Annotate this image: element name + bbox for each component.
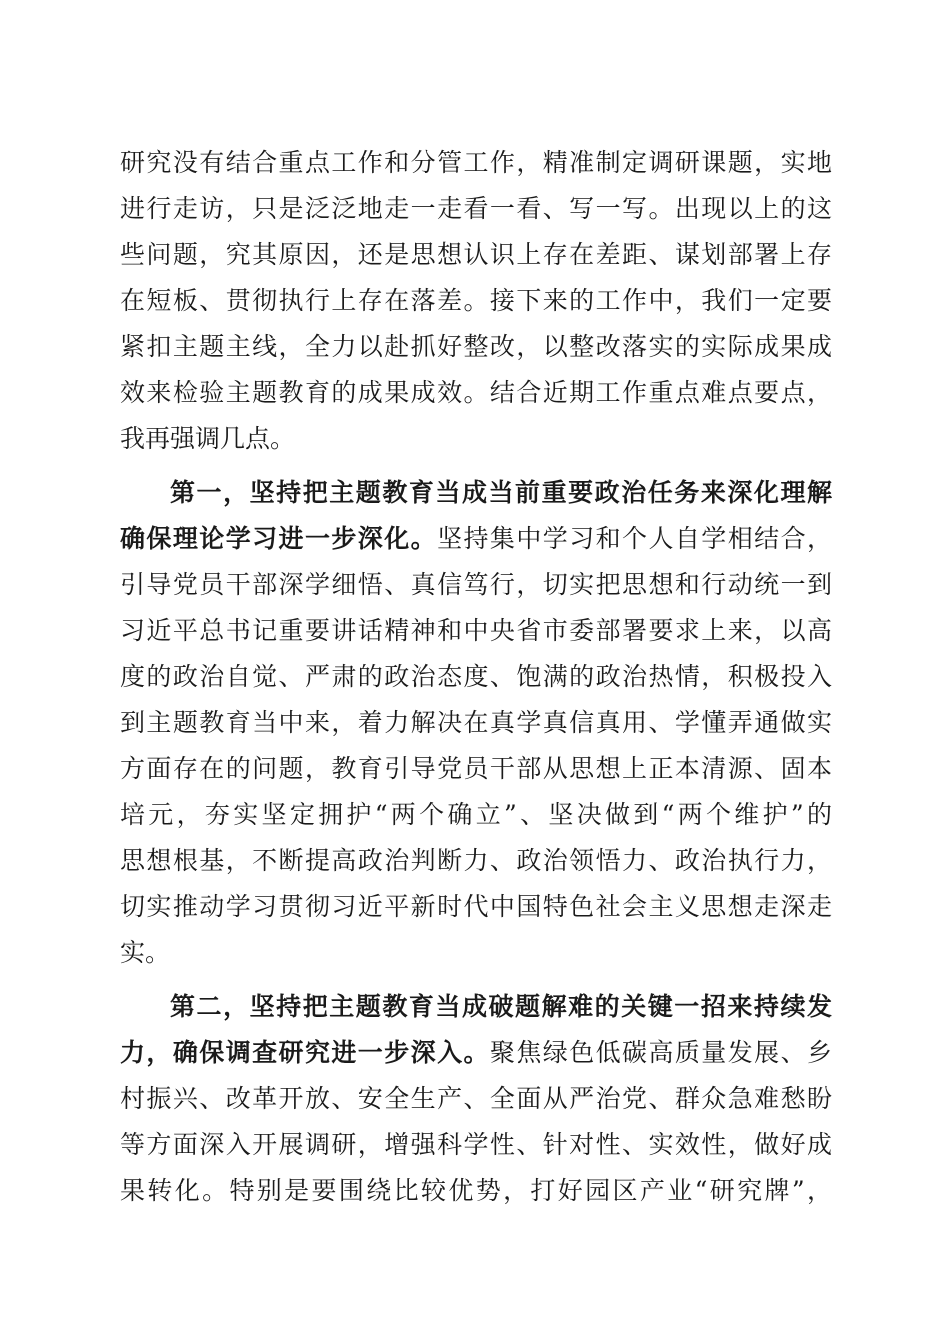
text-line: 效来检验主题教育的成果成效。结合近期工作重点难点要点， (120, 378, 832, 407)
text-line: 等方面深入开展调研，增强科学性、针对性、实效性，做好成 (120, 1130, 832, 1159)
text-line: 到主题教育当中来，着力解决在真学真信真用、学懂弄通做实 (120, 708, 832, 737)
text-line: 紧扣主题主线，全力以赴抓好整改，以整改落实的实际成果成 (120, 332, 832, 361)
text-line: 引导党员干部深学细悟、真信笃行，切实把思想和行动统一到 (120, 570, 832, 599)
text-line: 习近平总书记重要讲话精神和中央省市委部署要求上来，以高 (120, 616, 832, 645)
text-line: 切实推动学习贯彻习近平新时代中国特色社会主义思想走深走 (120, 892, 832, 921)
paragraph-point-two (120, 984, 832, 1214)
text-line: 方面存在的问题，教育引导党员干部从思想上正本清源、固本 (120, 754, 832, 783)
point-heading-line: 第一，坚持把主题教育当成当前重要政治任务来深化理解 (170, 478, 832, 507)
text-span: 聚焦绿色低碳高质量发展、乡 (489, 1038, 832, 1067)
paragraph-point-one (120, 470, 832, 976)
text-line: 培元，夯实坚定拥护“两个确立”、坚决做到“两个维护”的 (120, 800, 832, 829)
text-line: 果转化。特别是要围绕比较优势，打好园区产业“研究牌”， (120, 1176, 832, 1205)
text-line: 村振兴、改革开放、安全生产、全面从严治党、群众急难愁盼 (120, 1084, 832, 1113)
point-heading-line: 第二，坚持把主题教育当成破题解难的关键一招来持续发 (170, 992, 832, 1021)
text-line (120, 516, 832, 562)
point-heading-tail: 确保理论学习进一步深化。 (120, 524, 438, 553)
text-line: 进行走访，只是泛泛地走一走看一看、写一写。出现以上的这 (120, 194, 832, 223)
point-heading-tail: 力，确保调查研究进一步深入。 (120, 1038, 490, 1067)
text-line (120, 1030, 832, 1076)
paragraph-intro (120, 140, 832, 462)
text-line: 度的政治自觉、严肃的政治态度、饱满的政治热情，积极投入 (120, 662, 832, 691)
text-line: 些问题，究其原因，还是思想认识上存在差距、谋划部署上存 (120, 240, 832, 269)
document-body (120, 140, 832, 1214)
text-line: 思想根基，不断提高政治判断力、政治领悟力、政治执行力， (120, 846, 832, 875)
text-line: 在短板、贯彻执行上存在落差。接下来的工作中，我们一定要 (120, 286, 832, 315)
text-line: 实。 (120, 938, 171, 967)
text-line: 研究没有结合重点工作和分管工作，精准制定调研课题，实地 (120, 148, 832, 177)
text-line: 我再强调几点。 (120, 424, 296, 453)
text-span: 坚持集中学习和个人自学相结合， (437, 524, 832, 553)
